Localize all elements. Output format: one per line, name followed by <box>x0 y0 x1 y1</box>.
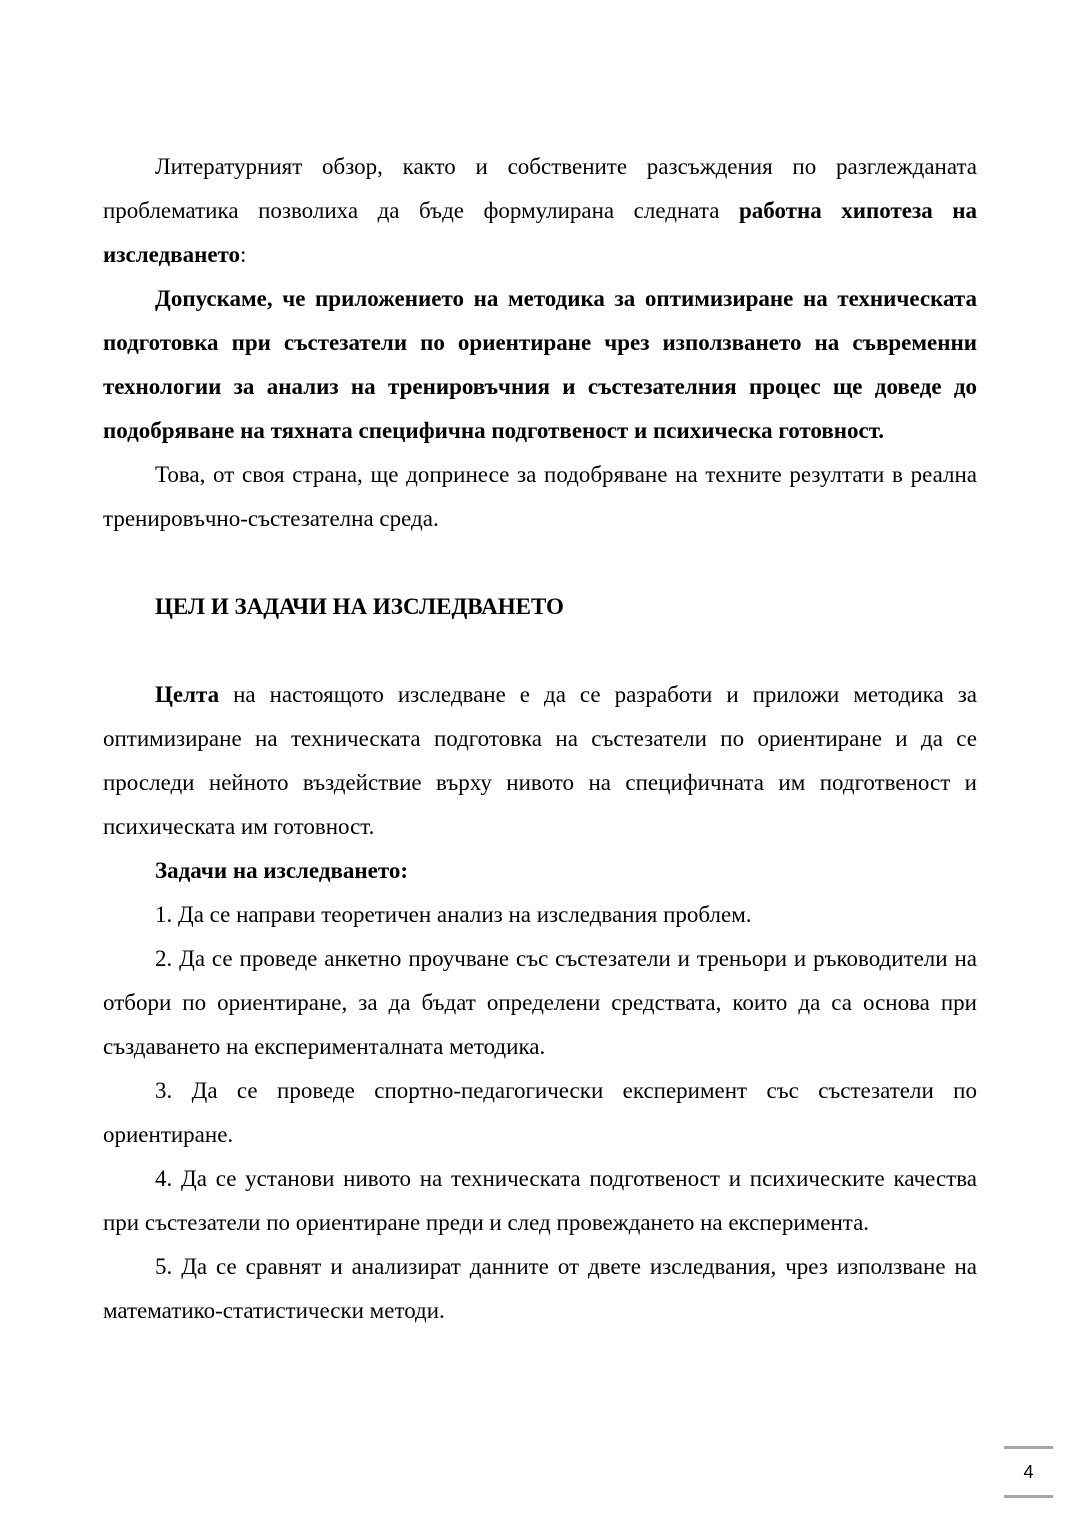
goal-term: Целта <box>155 682 220 707</box>
page-number: 4 <box>1004 1446 1053 1498</box>
section-heading: ЦЕЛ И ЗАДАЧИ НА ИЗСЛЕДВАНЕТО <box>155 594 564 619</box>
hypothesis-paragraph: Допускаме, че приложението на методика за оптимизиране на техническата подготовка при състезатели по ориентиране чрез използването на съвременни технологии за анализ на тренировъчния и състезателния процес ще доведе до подобряване на тяхната специфична подготвеност и психическа готовност. <box>103 286 977 443</box>
task-item-1: 1. Да се направи теоретичен анализ на изследвания проблем. <box>155 902 752 927</box>
hypothesis-term: работна хипотеза на изследването <box>103 198 978 267</box>
goal-paragraph <box>103 673 977 849</box>
intro-text: Литературният обзор, както и собствените разсъждения по разглежданата проблематика позволиха да бъде формулирана следната <box>103 154 977 223</box>
task-item-4: 4. Да се установи нивото на техническата подготвеност и психическите качества при състезатели по ориентиране преди и след провеждането на експеримента. <box>103 1166 977 1235</box>
document-body <box>103 145 977 1333</box>
task-item-3: 3. Да се проведе спортно-педагогически експеримент със състезатели по ориентиране. <box>103 1078 977 1147</box>
task-item-5: 5. Да се сравнят и анализират данните от двете изследвания, чрез използване на математико-статистически методи. <box>103 1254 977 1323</box>
tasks-heading: Задачи на изследването: <box>155 858 409 883</box>
goal-text: на настоящото изследване е да се разработи и приложи методика за оптимизиране на техническата подготовка на състезатели по ориентиране и да се проследи нейното въздействие върху нивото на специфичната им подготвеност и психическата им готовност. <box>103 682 977 839</box>
intro-paragraph <box>103 145 977 277</box>
consequence-paragraph: Това, от своя страна, ще допринесе за подобряване на техните резултати в реална тренировъчно-състезателна среда. <box>103 462 977 531</box>
task-item-2: 2. Да се проведе анкетно проучване със състезатели и треньори и ръководители на отбори по ориентиране, за да бъдат определени средствата, които да са основа при създаването на експерименталната методика. <box>103 946 977 1059</box>
intro-colon: : <box>240 242 247 267</box>
